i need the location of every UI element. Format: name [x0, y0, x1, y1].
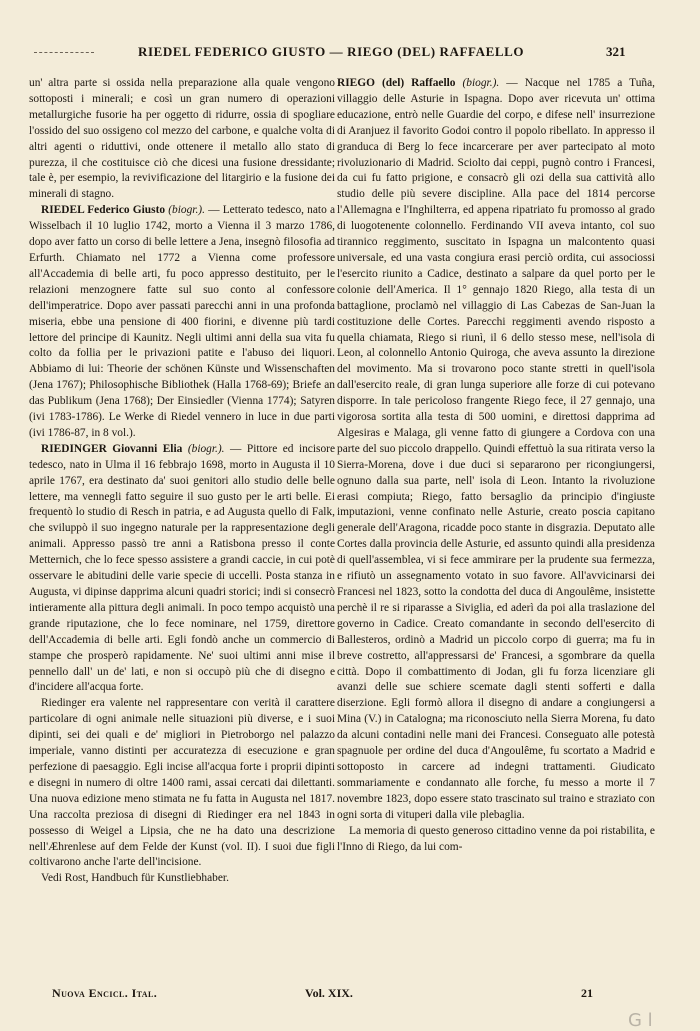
- entry-body-riego: — Nacque nel 1785 a Tuña, villaggio delle Asturie in Ispagna. Dopo aver ricevuta un' ottima educazione, entrò nelle Guardie del corpo, e difese nell' insurrezione di Aranjuez il favorito Godoi contro il popolo ribellato. In appresso il granduca di Berg lo fece incarcerare per aver partecipato al moto rivoluzionario di Madrid. Sciolto dai ceppi, pugnò contro i Francesi, da cui fu fatto prigione, e consacrò gli ozi della sua cattività allo studio delle più severe discipline. Alla pace del 1814 percorse l'Allemagna e l'Inghilterra, ed appena ripatriato fu promosso al grado di luogotenente colonnello. Ferdinando VII aveva intanto, col suo tirannico reggimento, suscitato in Ispagna un malcontento quasi universale, ed una vasta congiura erasi perciò ordita, cui associossi l'esercito riunito a Cadice, destinato a salpare da quel porto per le colonie dell'America. Il 1° gennajo 1820 Riego, alla testa di un battaglione, proclamò nel villaggio di Las Cabezas de San-Juan la costituzione delle Cortes. Parecchi reggimenti avendo risposto a quella chiamata, Riego si riunì, il 6 dello stesso mese, nell'isola di Leon, al colonnello Antonio Quiroga, che aveva assunto la direzione del movimento. Ma si trovarono poco stante stretti in quell'isola dall'esercito reale, di gran lunga superiore alle forze di cui potevano disporre. In tale pericoloso frangente Riego fece, il 27 gennajo, una vigorosa sortita alla testa di 500 uomini, e direttosi dapprima ad Algesiras e Malaga, gli venne fatto di giungere a Cordova con una parte del suo piccolo drappello. Quindi effettuò la sua ritirata verso la Sierra-Morena, dove i due duci si separarono per ricongiungersi, ognuno dalla sua parte, nell' isola di Leon. Intanto la rivoluzione erasi compiuta; Riego, fatto bersaglio da principio d'ingiuste imputazioni, venne confinato nelle Asturie, creato poscia capitano generale dell'Aragona, ricadde poco stante in disgrazia. Deputato alle Cortes dalla provincia delle Asturie, ed assunto quindi alla presidenza di quell'assemblea, vi si fece ammirare per la prudente sua fermezza, e rifiutò un assegnamento votato in suo favore. All'avvicinarsi dei Francesi nel 1823, sotto la condotta del duca di Angoulême, insistette perchè il re si riparasse a Siviglia, ed aderì da poi alla traslazione del governo in Cadice. Creato comandante in secondo dell'esercito di Ballesteros, ordinò a Madrid un piccolo corpo di guerra; ma fu in breve costretto, all'appressarsi de' Francesi, a sgombrare da quella città. Dopo il combattimento di Jodan, gli fu forza licenziare gli avanzi delle sue schiere scemate dagli stenti sofferti e dalla diserzione. Egli formò allora il disegno di andare a congiungersi a Mina (V.) in Catalogna; ma riconosciuto nella Sierra Morena, fu dato da alcuni contadini nelle mani dei Francesi. Conseguato alle potestà spagnuole per ordine del duca d'Angoulême, fu scortato a Madrid e sottoposto in carcere ad indegni trattamenti. Giudicato sommariamente e condannato alle forche, fu messo a morte il 7 novembre 1823, dopo essere stato trascinato sul traino e straziato con ogni sorta di vituperi dalla vile plebaglia.: [337, 77, 655, 821]
- entry-body-riedel: — Letterato tedesco, nato a Wisselbach il 10 luglio 1742, morto a Vienna il 3 marzo 1786, dopo aver fatto un corso di belle lettere a Jena, insegnò filosofia ad Erfurth. Chiamato nel 1772 a Vienna come professore all'Accademia di belle arti, fu poco appresso destituito, per le relazioni menzognere fatte sul suo conto al confessore dell'imperatrice. Dopo aver passati parecchi anni in una profonda miseria, ebbe una pensione di 400 fiorini, e divenne più tardi lettore del principe di Kaunitz. Negli ultimi anni della sua vita fu colto da follia per le privazioni patite e l'abuso dei liquori. Abbiamo di lui: Theorie der schönen Künste und Wissenschaften (Jena 1767); Philosophische Bibliothek (Halla 1768-69); Briefe an das Publikum (Jena 1768); Der Einsiedler (Vienna 1774); Satyren (ivi 1783-1786). Le Werke di Riedel vennero in luce in due parti (ivi 1786-87, in 8 vol.).: [29, 204, 336, 439]
- running-head: RIEDEL FEDERICO GIUSTO — RIEGO (DEL) RAFFAELLO: [138, 44, 525, 59]
- page-number: 321: [606, 44, 626, 59]
- footer-publication: Nuova Encicl. Ital.: [52, 986, 158, 1000]
- entry-riedinger: [29, 442, 335, 697]
- entry-riedel: [29, 203, 335, 442]
- paragraph-riego-memory: La memoria di questo generoso cittadino venne da poi ristabilita, e l'Inno di Riego, da lui com-: [337, 824, 655, 853]
- watermark: G l: [628, 1010, 653, 1031]
- footer-volume: Vol. XIX.: [305, 986, 353, 1000]
- entry-heading-riego: RIEGO (del) Raffaello: [337, 77, 456, 89]
- paragraph-ossidazione: un' altra parte si ossida nella preparazione alla quale vengono sottoposti i minerali; e così un gran numero di operazioni metallurgiche fusorie ha per oggetto di ridurre, ossia di spogliare l'ossido del suo ossigeno col mezzo del carbone, e qualche volta di altri agenti o riduttivi, onde ottenere il metallo allo stato di purezza, il che costituisce ciò che dicesi una fusione dressidante; tale è, per esempio, la revivificazione del litargirio e la fusione dei minerali di stagno.: [29, 77, 335, 201]
- header-rule: [34, 52, 94, 53]
- entry-tag-riego: (biogr.).: [462, 77, 500, 89]
- entry-heading-riedinger: RIEDINGER Giovanni Elia: [41, 442, 183, 455]
- paragraph-riedinger-works: Riedinger era valente nel rappresentare con verità il carattere particolare di ogni animale nelle situazioni più diverse, e i suoi dipinti, sei dei quali e de' migliori in Pietroborgo nel palazzo imperiale, vanno distinti per accuratezza di esecuzione e gran perfezione di paesaggio. Egli incise all'acqua forte i proprii dipinti e disegni in numero di oltre 1400 rami, assai cercati dai dilettanti. Una nuova edizione meno stimata ne fu fatta in Augusta nel 1817. Una raccolta preziosa di disegni di Riedinger era nel 1843 in possesso di Weigel a Lipsia, che ne ha dato una descrizione nell'Æhrenlese auf dem Felde der Kunst (vol. II). I suoi due figli coltivarono anche l'arte dell'incisione.: [29, 697, 335, 869]
- left-column: [29, 76, 335, 887]
- footer-signature: 21: [581, 986, 593, 1000]
- entry-tag-riedel: (biogr.).: [168, 204, 205, 217]
- entry-tag-riedinger: (biogr.).: [187, 442, 225, 455]
- paragraph-reference: Vedi Rost, Handbuch für Kunstliebhaber.: [41, 872, 229, 885]
- right-column: [337, 76, 655, 855]
- entry-body-riedinger: — Pittore ed incisore tedesco, nato in Ulma il 16 febbrajo 1698, morto in Augusta il 10 aprile 1767, era destinato da' suoi genitori allo studio delle belle lettere, ma vennegli fatto seguire il suo gusto per le arti belle. Ei frequentò lo studio di Resch in patria, e ad Augusta quello di Falk, che sviluppò il suo ingegno naturale per la rappresentazione degli animali. Appresso passò tre anni a Ratisbona presso il conte Metternich, che lo fece spesso assistere a grandi caccie, in cui potè osservare le abitudini delle varie specie di uccelli. Posta stanza in Augusta, vi dipinse dapprima alcuni quadri storici; indi si consecrò intieramente alla pittura degli animali. In poco tempo acquistò una grande riputazione, che lo fece nominare, nel 1759, direttore dell'Accademia di belle arti. Egli fondò anche un commercio di stampe che prosperò rapidamente. Ne' suoi ultimi anni mise il pennello dall' un de' lati, e non si occupò più che di disegno e d'incidere all'acqua forte.: [29, 442, 335, 694]
- entry-riego: [337, 76, 655, 824]
- entry-heading-riedel: RIEDEL Federico Giusto: [41, 204, 166, 217]
